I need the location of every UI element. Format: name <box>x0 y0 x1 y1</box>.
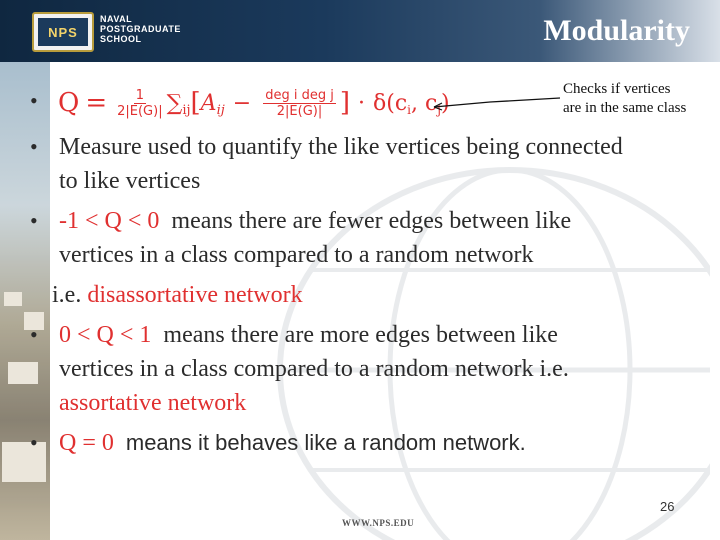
bullet-dot: • <box>30 322 38 347</box>
school-name-line: POSTGRADUATE <box>100 24 181 34</box>
bullet-dot: • <box>30 208 38 233</box>
formula-q: Q <box>58 88 80 118</box>
footer-url: WWW.NPS.EDU <box>342 518 415 528</box>
fraction-denominator: 2|E(G)| <box>117 103 163 119</box>
school-name <box>100 14 181 44</box>
school-name-line: NAVAL <box>100 14 133 24</box>
callout-line-1: Checks if vertices <box>563 81 671 97</box>
term-assortative: assortative network <box>59 390 247 416</box>
formula-fraction-2 <box>263 88 336 119</box>
formula-close-bracket: ] <box>339 88 350 118</box>
slide-title: Modularity <box>543 14 690 47</box>
formula-a: A <box>200 90 217 116</box>
slide-header <box>0 0 720 62</box>
q-equals-zero: Q = 0 <box>59 430 114 456</box>
bullet-text: to like vertices <box>59 168 201 194</box>
formula-delta: δ(c <box>372 90 408 116</box>
sum-subscript: ij <box>182 102 191 118</box>
bullet-dot: • <box>30 134 38 159</box>
nps-logo <box>32 12 94 52</box>
nps-seal: NPS <box>38 18 88 46</box>
bullet-text: means there are more edges between like <box>163 322 558 348</box>
callout-line <box>430 94 565 114</box>
callout-note <box>563 80 686 118</box>
page-number: 26 <box>660 499 675 514</box>
bullet-text-line <box>59 318 558 352</box>
modularity-formula <box>58 80 450 126</box>
formula-comma: , c <box>410 90 438 116</box>
bullet-text: vertices in a class compared to a random network <box>59 242 534 268</box>
fraction-denominator: 2|E(G)| <box>276 103 323 119</box>
term-disassortative: disassortative network <box>87 282 303 308</box>
bullet-text-line <box>59 426 526 460</box>
delta-subscript-j: j <box>437 103 442 117</box>
ie-label: i.e. <box>52 282 82 308</box>
bullet-text-line <box>59 204 571 238</box>
bullet-text: vertices in a class compared to a random network i.e. <box>59 356 569 382</box>
formula-sum: ∑ <box>166 90 183 116</box>
campus-photo-strip <box>0 62 50 540</box>
fraction-numerator: deg i deg j <box>265 87 334 103</box>
formula-equals: = <box>85 88 108 118</box>
bullet-text: Measure used to quantify the like vertices being connected <box>59 134 623 160</box>
q-range-positive: 0 < Q < 1 <box>59 322 152 348</box>
formula-dot: · <box>357 90 365 116</box>
bullet-text: means there are fewer edges between like <box>171 208 572 234</box>
bullet-dot: • <box>30 430 38 455</box>
formula-fraction-1 <box>117 88 162 119</box>
q-range-negative: -1 < Q < 0 <box>59 208 160 234</box>
school-name-line: SCHOOL <box>100 34 142 44</box>
callout-line-2: are in the same class <box>563 100 687 116</box>
bullet-text: means it behaves like a random network. <box>125 430 526 455</box>
fraction-numerator: 1 <box>135 87 144 103</box>
formula-minus: − <box>232 90 252 116</box>
bullet-dot: • <box>30 88 38 113</box>
formula-delta-close: ) <box>441 90 450 116</box>
formula-open-bracket: [ <box>190 88 201 118</box>
delta-subscript-i: i <box>407 103 411 117</box>
bullet-continuation <box>52 278 303 312</box>
a-subscript: ij <box>216 102 225 118</box>
